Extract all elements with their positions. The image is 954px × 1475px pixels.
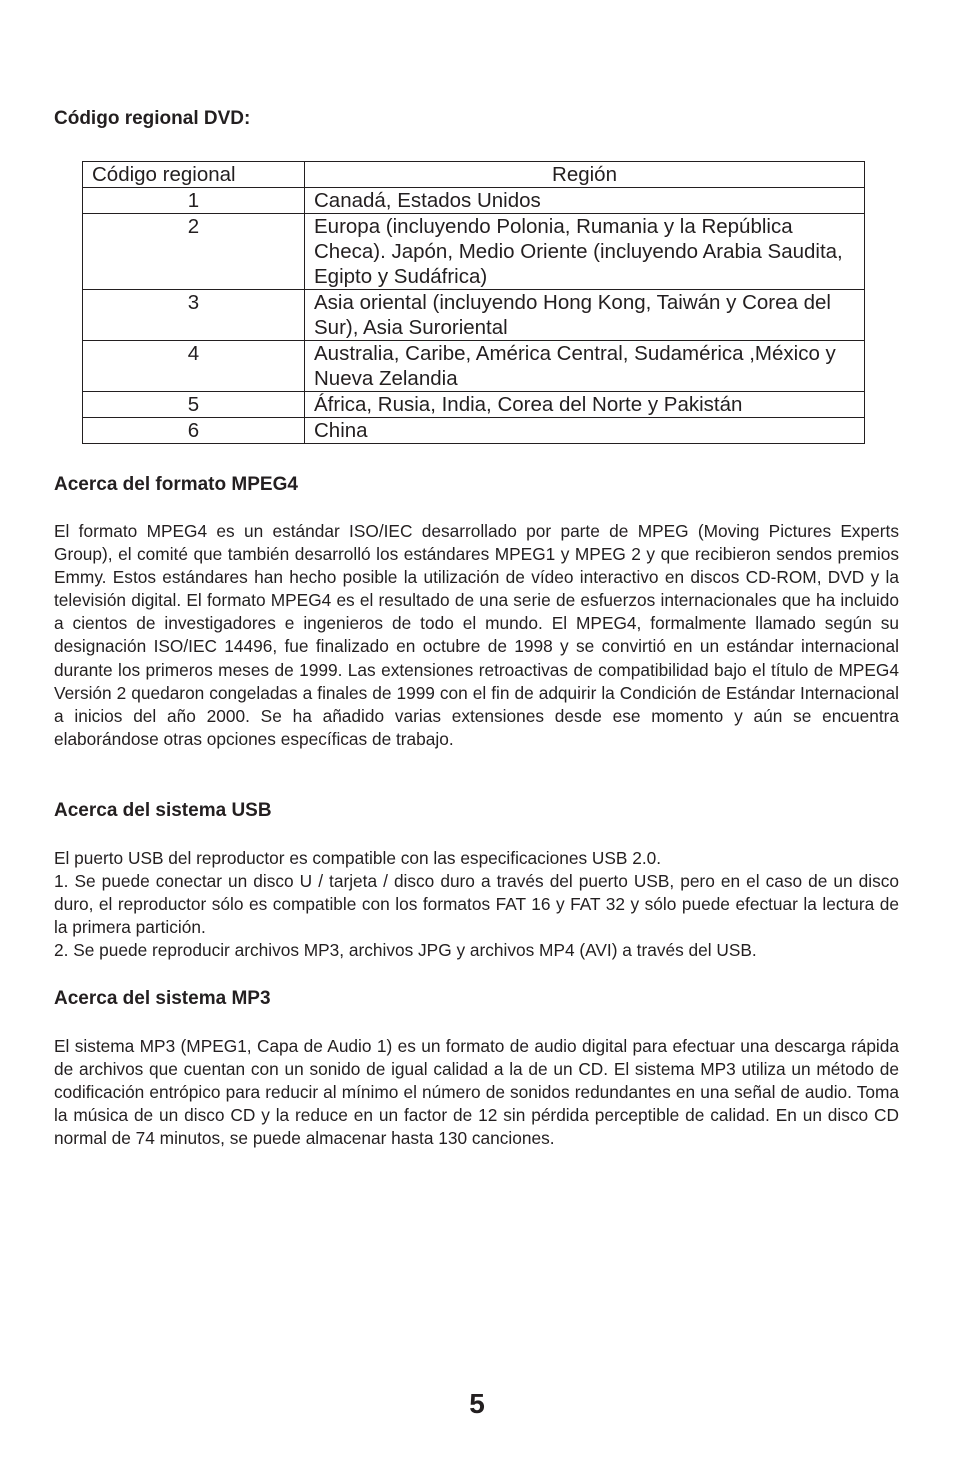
usb-line: 1. Se puede conectar un disco U / tarjeta / disco duro a través del puerto USB, pero en el caso de un disco duro, el reproductor sólo es compatible con los formatos FAT 16 y FAT 32 y sólo puede efectuar la lectura de la primera partición. (54, 871, 899, 938)
region-code-heading: Código regional DVD: (54, 108, 251, 129)
region-name-cell: África, Rusia, India, Corea del Norte y Pakistán (305, 392, 865, 418)
region-code-table (82, 161, 865, 444)
region-name-cell: Asia oriental (incluyendo Hong Kong, Taiwán y Corea del Sur), Asia Suroriental (305, 290, 865, 341)
mpeg4-paragraph: El formato MPEG4 es un estándar ISO/IEC desarrollado por parte de MPEG (Moving Pictures Experts Group), el comité que también desarrolló los estándares MPEG1 y MPEG 2 y que recibieron sendos premios Emmy. Estos estándares han hecho posible la utilización de vídeo interactivo en discos CD-ROM, DVD y la televisión digital. El formato MPEG4 es el resultado de una serie de esfuerzos internacionales que ha incluido a cientos de investigadores e ingenieros de todo el mundo. El MPEG4, formalmente llamado según su designación ISO/IEC 14496, fue finalizado en octubre de 1998 y se convirtió en un estándar internacional durante los primeros meses de 1999. Las extensiones retroactivas de compatibilidad bajo el título de MPEG4 Versión 2 quedaron congeladas a finales de 1999 con el fin de adquirir la Condición de Estándar Internacional a inicios del año 2000. Se ha añadido varias extensiones desde ese momento y aún se encuentra elaborándose otras opciones específicas de trabajo. (54, 521, 899, 749)
region-name-cell: Canadá, Estados Unidos (305, 188, 865, 214)
table-row (83, 392, 865, 418)
region-code-cell: 5 (83, 392, 305, 418)
table-row (83, 341, 865, 392)
mp3-heading: Acerca del sistema MP3 (54, 988, 271, 1009)
usb-heading: Acerca del sistema USB (54, 800, 272, 821)
mpeg4-heading: Acerca del formato MPEG4 (54, 474, 298, 495)
region-code-cell: 4 (83, 341, 305, 392)
region-code-cell: 2 (83, 214, 305, 290)
usb-paragraph (54, 847, 899, 962)
region-code-cell: 6 (83, 418, 305, 444)
region-name-cell: Australia, Caribe, América Central, Sudamérica ,México y Nueva Zelandia (305, 341, 865, 392)
table-row (83, 290, 865, 341)
region-name-cell: Europa (incluyendo Polonia, Rumania y la República Checa). Japón, Medio Oriente (incluyendo Arabia Saudita, Egipto y Sudáfrica) (305, 214, 865, 290)
table-header-row (83, 162, 865, 188)
table-row (83, 188, 865, 214)
usb-line: 2. Se puede reproducir archivos MP3, archivos JPG y archivos MP4 (AVI) a través del USB. (54, 940, 757, 961)
region-code-cell: 1 (83, 188, 305, 214)
region-name-cell: China (305, 418, 865, 444)
region-code-cell: 3 (83, 290, 305, 341)
table-row (83, 214, 865, 290)
column-header-region: Región (305, 162, 865, 188)
page-number: 5 (469, 1388, 485, 1419)
column-header-code: Código regional (83, 162, 305, 188)
usb-line: El puerto USB del reproductor es compatible con las especificaciones USB 2.0. (54, 848, 662, 868)
table-row (83, 418, 865, 444)
mp3-paragraph: El sistema MP3 (MPEG1, Capa de Audio 1) es un formato de audio digital para efectuar una descarga rápida de archivos que cuentan con un sonido de igual calidad a la de un CD. El sistema MP3 utiliza un método de codificación entrópico para reducir al mínimo el número de sonidos redundantes en una señal de audio. Toma la música de un disco CD y la reduce en un factor de 12 sin pérdida perceptible de calidad. En un disco CD normal de 74 minutos, se puede almacenar hasta 130 canciones. (54, 1036, 899, 1149)
